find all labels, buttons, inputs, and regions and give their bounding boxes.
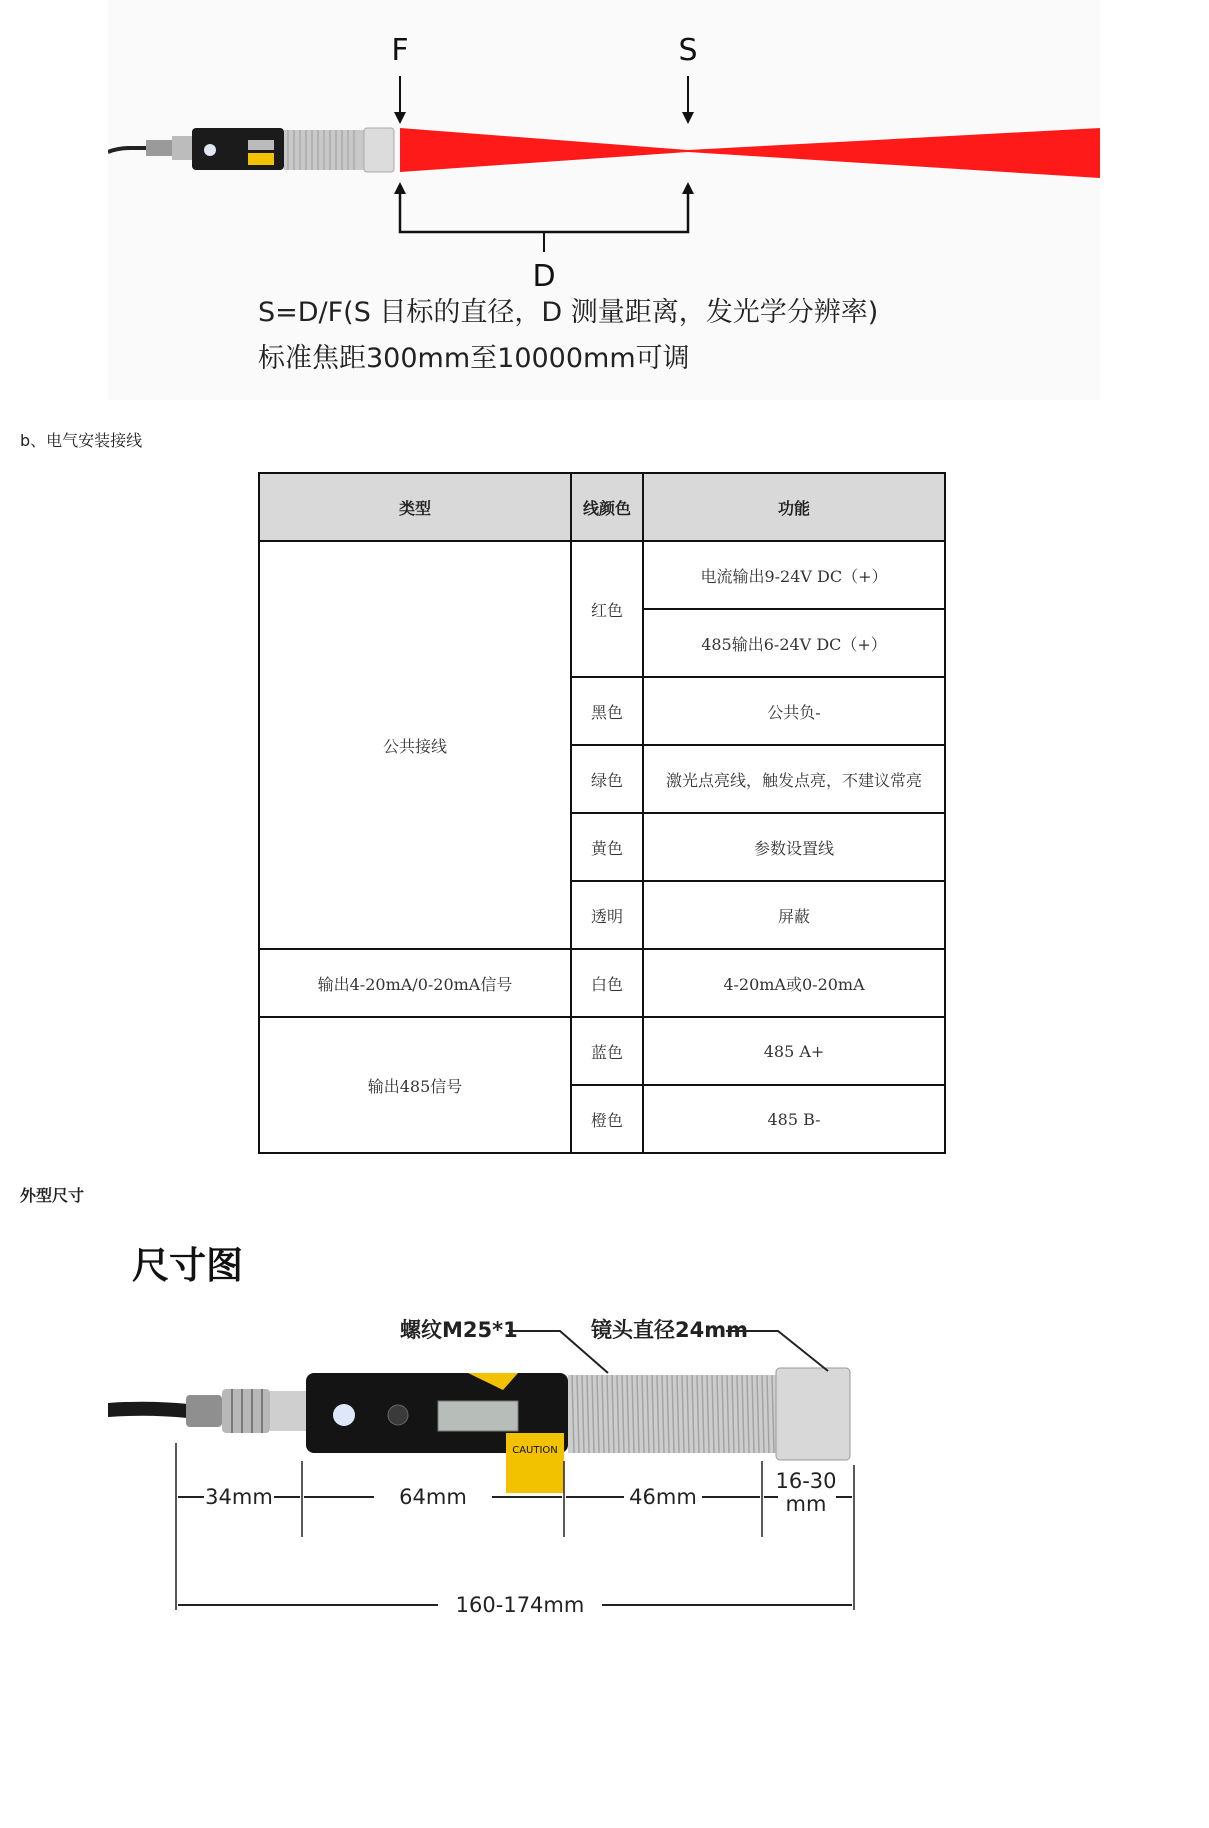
header-function: 功能: [643, 473, 945, 541]
dimension-diagram-title: 尺寸图: [132, 1244, 243, 1287]
header-type: 类型: [259, 473, 571, 541]
type-cell: 公共接线: [259, 541, 571, 949]
lcd-display: [438, 1401, 518, 1431]
dim-lens-line-2: mm: [785, 1492, 827, 1516]
focus-diagram: [108, 0, 1100, 400]
table-row: [259, 541, 945, 609]
sensor-lens: [364, 128, 394, 172]
wire-color-cell: 绿色: [571, 745, 643, 813]
wire-color-cell: 透明: [571, 881, 643, 949]
callout-thread: 螺纹M25*1: [400, 1318, 518, 1342]
laser-beam: [400, 128, 1100, 178]
function-cell: 485输出6-24V DC（+）: [643, 609, 945, 677]
table-header-row: [259, 473, 945, 541]
connector-flange: [270, 1391, 306, 1431]
section-dimensions-title: 外型尺寸: [20, 1186, 85, 1205]
callout-lens: 镜头直径24mm: [591, 1318, 748, 1342]
function-cell: 4-20mA或0-20mA: [643, 949, 945, 1017]
label-s: S: [678, 33, 698, 68]
caution-text: CAUTION: [512, 1445, 558, 1456]
sensor-button-icon: [204, 144, 216, 156]
function-cell: 屏蔽: [643, 881, 945, 949]
sensor-cable: [108, 1409, 188, 1411]
type-cell: 输出485信号: [259, 1017, 571, 1153]
sensor-connector-nut: [172, 136, 192, 160]
sensor-connector: [146, 140, 172, 156]
connector-sleeve: [186, 1395, 222, 1427]
formula-line-2: 标准焦距300mm至10000mm可调: [258, 343, 690, 374]
dim-total: 160-174mm: [455, 1593, 585, 1617]
arrow-up-icon: [394, 182, 406, 194]
arrow-down-icon: [394, 112, 406, 124]
wire-color-cell: 白色: [571, 949, 643, 1017]
formula-line-1: S=D/F(S 目标的直径，D 测量距离，发光学分辨率): [258, 297, 879, 328]
wire-color-cell: 红色: [571, 541, 643, 677]
wiring-table: [258, 472, 946, 1154]
lens-housing: [776, 1368, 850, 1460]
dim-lens-line-1: 16-30: [775, 1469, 837, 1493]
label-d: D: [532, 259, 556, 294]
mode-button-icon: [388, 1405, 408, 1425]
arrow-down-icon: [682, 112, 694, 124]
caution-label: [506, 1433, 564, 1493]
header-wire-color: 线颜色: [571, 473, 643, 541]
caution-label: [248, 153, 274, 165]
arrow-up-icon: [682, 182, 694, 194]
distance-bracket: [400, 186, 688, 232]
wire-color-cell: 黄色: [571, 813, 643, 881]
section-b-title: b、电气安装接线: [20, 431, 143, 450]
dim-connector: 34mm: [205, 1485, 273, 1509]
set-button-icon: [333, 1404, 355, 1426]
wire-color-cell: 黑色: [571, 677, 643, 745]
table-row: [259, 949, 945, 1017]
formula-text: [258, 290, 878, 382]
function-cell: 电流输出9-24V DC（+）: [643, 541, 945, 609]
function-cell: 485 B-: [643, 1085, 945, 1153]
wire-color-cell: 蓝色: [571, 1017, 643, 1085]
function-cell: 参数设置线: [643, 813, 945, 881]
function-cell: 激光点亮线，触发点亮，不建议常亮: [643, 745, 945, 813]
function-cell: 485 A+: [643, 1017, 945, 1085]
sensor-cable: [108, 148, 148, 152]
label-f: F: [391, 33, 409, 68]
sensor-display: [248, 140, 274, 150]
dim-body: 64mm: [399, 1485, 467, 1509]
function-cell: 公共负-: [643, 677, 945, 745]
dim-tube: 46mm: [629, 1485, 697, 1509]
wire-color-cell: 橙色: [571, 1085, 643, 1153]
dimension-diagram: [108, 1215, 1100, 1695]
type-cell: 输出4-20mA/0-20mA信号: [259, 949, 571, 1017]
dimension-graphic: [108, 1215, 1100, 1695]
table-row: [259, 1017, 945, 1085]
